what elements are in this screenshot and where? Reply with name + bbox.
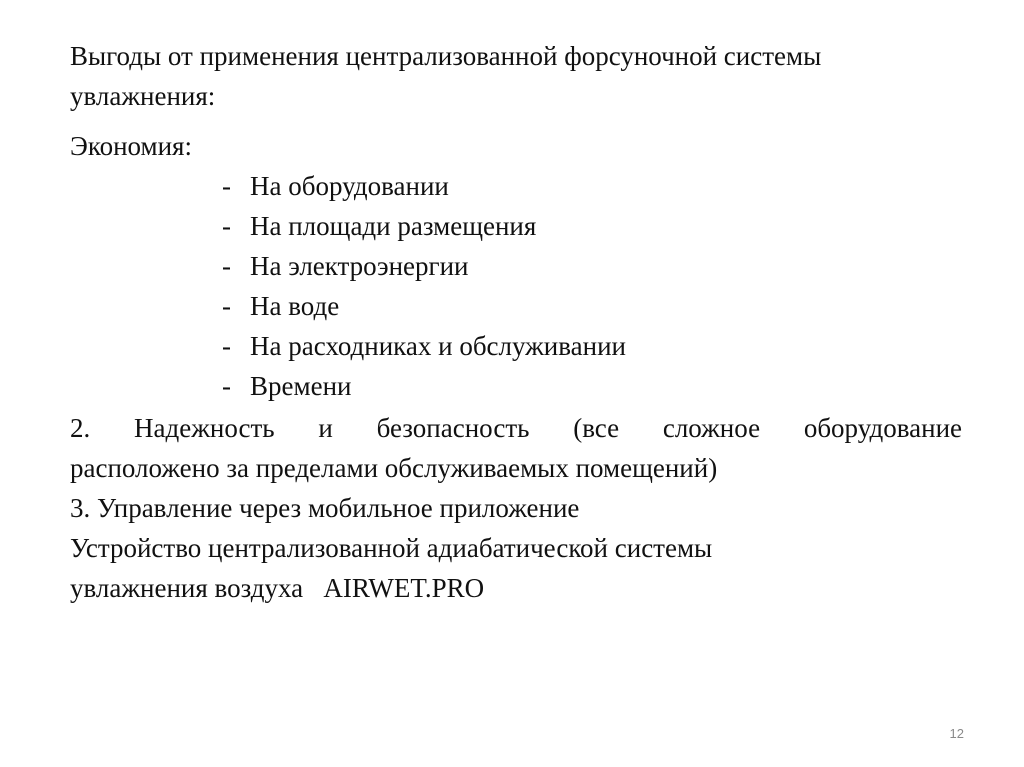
list-dash: - (222, 171, 231, 201)
list-dash: - (222, 211, 231, 241)
list-item-text: На оборудовании (250, 171, 449, 201)
list-dash: - (222, 291, 231, 321)
economy-heading: Экономия: (70, 131, 192, 161)
title-line-1: Выгоды от применения централизованной форсуночной системы (70, 41, 822, 71)
list-item (222, 246, 626, 286)
reliability-line-2: расположено за пределами обслуживаемых помещений) (70, 453, 718, 483)
reliability-paragraph (70, 408, 962, 488)
list-item-text: На воде (250, 291, 340, 321)
title-line-2: увлажнения: (70, 81, 216, 111)
page-number: 12 (949, 726, 964, 741)
list-dash: - (222, 371, 231, 401)
list-item (222, 166, 626, 206)
list-item (222, 206, 626, 246)
list-item (222, 366, 626, 406)
list-item (222, 286, 626, 326)
list-item-text: Времени (250, 371, 352, 401)
list-item-text: На электроэнергии (250, 251, 469, 281)
device-line-2: увлажнения воздуха AIRWET.PRO (70, 573, 485, 603)
device-paragraph (70, 528, 962, 608)
economy-list (222, 166, 626, 406)
management-paragraph: 3. Управление через мобильное приложение (70, 493, 580, 523)
slide-title (70, 36, 970, 116)
list-item-text: На расходниках и обслуживании (250, 331, 626, 361)
list-item-text: На площади размещения (250, 211, 537, 241)
device-line-1: Устройство централизованной адиабатической системы (70, 533, 713, 563)
list-dash: - (222, 251, 231, 281)
list-item (222, 326, 626, 366)
reliability-line-1: 2. Надежность и безопасность (все сложное оборудование (70, 413, 962, 443)
list-dash: - (222, 331, 231, 361)
